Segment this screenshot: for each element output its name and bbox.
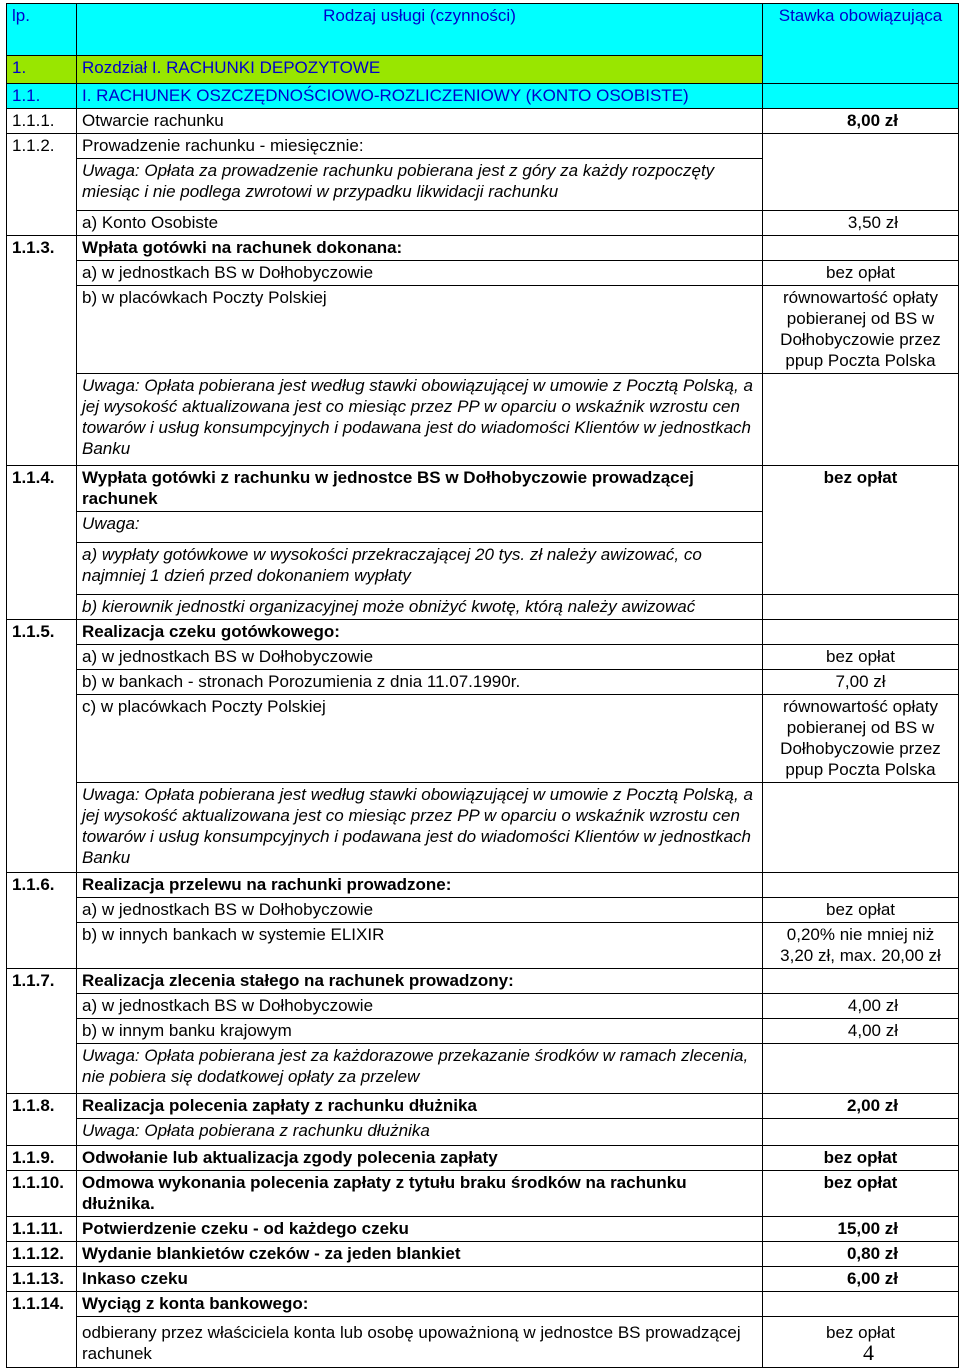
row-sub-a: a) w jednostkach BS w Dołhobyczowie (77, 898, 763, 923)
table-row (7, 466, 959, 512)
section-title: Rozdział I. RACHUNKI DEPOZYTOWE (77, 56, 763, 84)
row-num: 1.1.12. (7, 1242, 77, 1267)
row-note-fee (763, 1119, 959, 1146)
row-sub-c-fee: równowartość opłaty pobieranej od BS w Dołhobyczowie przez ppup Poczta Polska (763, 695, 959, 783)
table-row (7, 873, 959, 898)
row-sub-b: b) w innych bankach w systemie ELIXIR (77, 923, 763, 969)
row-sub-a-fee: 4,00 zł (763, 994, 959, 1019)
row-note: Uwaga: Opłata pobierana z rachunku dłużnika (77, 1119, 763, 1146)
table-row (7, 969, 959, 994)
table-row (7, 1217, 959, 1242)
row-sub-b-fee: równowartość opłaty pobieranej od BS w Dołhobyczowie przez ppup Poczta Polska (763, 286, 959, 374)
row-title: Wpłata gotówki na rachunek dokonana: (77, 236, 763, 261)
table-row (7, 1146, 959, 1171)
row-note: Uwaga: Opłata pobierana jest według stawki obowiązującej w umowie z Pocztą Polską, a jej wysokość aktualizowana jest co miesiąc przez PP w oparciu o wskaźnik wzrostu cen towarów i usług konsumpcyjnych i podawana jest do wiadomości Klientów w jednostkach Banku (77, 783, 763, 873)
row-sub-a-fee: bez opłat (763, 1317, 959, 1368)
table-row (7, 1242, 959, 1267)
table-row (7, 236, 959, 261)
table-row (7, 1292, 959, 1317)
row-sub-a: a) w jednostkach BS w Dołhobyczowie (77, 994, 763, 1019)
row-fee (763, 873, 959, 898)
row-num: 1.1.13. (7, 1267, 77, 1292)
table-row (7, 1119, 959, 1146)
row-num: 1.1.8. (7, 1094, 77, 1146)
row-title: Realizacja zlecenia stałego na rachunek prowadzony: (77, 969, 763, 994)
header-service: Rodzaj usługi (czynności) (77, 4, 763, 56)
table-header-row (7, 4, 959, 56)
row-fee: bez opłat (763, 1146, 959, 1171)
row-sub-b: b) w placówkach Poczty Polskiej (77, 286, 763, 374)
row-fee: 8,00 zł (763, 109, 959, 134)
table-row (7, 1267, 959, 1292)
row-fee: 0,80 zł (763, 1242, 959, 1267)
table-row (7, 923, 959, 969)
table-row (7, 1019, 959, 1044)
row-num: 1.1.10. (7, 1171, 77, 1217)
row-fee: bez opłat (763, 466, 959, 595)
row-title: Odmowa wykonania polecenia zapłaty z tytułu braku środków na rachunku dłużnika. (77, 1171, 763, 1217)
row-sub-a-fee: bez opłat (763, 261, 959, 286)
row-title: Realizacja polecenia zapłaty z rachunku dłużnika (77, 1094, 763, 1119)
row-fee: bez opłat (763, 1171, 959, 1217)
subsection-num: 1.1. (7, 84, 77, 109)
row-num: 1.1.9. (7, 1146, 77, 1171)
table-row (7, 134, 959, 159)
table-row (7, 695, 959, 783)
row-sub-b-fee: 0,20% nie mniej niż 3,20 zł, max. 20,00 zł (763, 923, 959, 969)
table-row (7, 286, 959, 374)
header-lp: lp. (7, 4, 77, 56)
row-note-b-fee (763, 595, 959, 620)
row-sub-a: a) Konto Osobiste (77, 211, 763, 236)
row-sub-a: a) w jednostkach BS w Dołhobyczowie (77, 261, 763, 286)
row-fee (763, 620, 959, 645)
row-num: 1.1.4. (7, 466, 77, 620)
row-title: Wydanie blankietów czeków - za jeden blankiet (77, 1242, 763, 1267)
row-title: Potwierdzenie czeku - od każdego czeku (77, 1217, 763, 1242)
row-num: 1.1.6. (7, 873, 77, 969)
row-title: Wyciąg z konta bankowego: (77, 1292, 763, 1317)
row-fee (763, 236, 959, 261)
fee-table (6, 3, 959, 1368)
table-row (7, 109, 959, 134)
row-note: Uwaga: Opłata pobierana jest za każdorazowe przekazanie środków w ramach zlecenia, nie pobiera się dodatkowej opłaty za przelew (77, 1044, 763, 1094)
row-title: Inkaso czeku (77, 1267, 763, 1292)
row-fee: 15,00 zł (763, 1217, 959, 1242)
row-note-a: a) wypłaty gotówkowe w wysokości przekraczającej 20 tys. zł należy awizować, co najmniej 1 dzień przed dokonaniem wypłaty (77, 543, 763, 595)
table-row (7, 645, 959, 670)
subsection-title: I. RACHUNEK OSZCZĘDNOŚCIOWO-ROZLICZENIOWY (KONTO OSOBISTE) (77, 84, 763, 109)
row-title: Realizacja przelewu na rachunki prowadzone: (77, 873, 763, 898)
row-num: 1.1.1. (7, 109, 77, 134)
row-sub-b-fee: 7,00 zł (763, 670, 959, 695)
subsection-rate-cell (763, 84, 959, 109)
table-row (7, 1094, 959, 1119)
section-num: 1. (7, 56, 77, 84)
row-num: 1.1.3. (7, 236, 77, 466)
row-fee (763, 1292, 959, 1317)
subsection-row (7, 84, 959, 109)
row-fee: 2,00 zł (763, 1094, 959, 1119)
row-sub-a: a) w jednostkach BS w Dołhobyczowie (77, 645, 763, 670)
table-row (7, 1044, 959, 1094)
row-sub-c: c) w placówkach Poczty Polskiej (77, 695, 763, 783)
row-note-label: Uwaga: (77, 512, 763, 543)
row-note: Uwaga: Opłata za prowadzenie rachunku pobierana jest z góry za każdy rozpoczęty miesiąc i nie podlega zwrotowi w przypadku likwidacji rachunku (77, 159, 763, 211)
row-num: 1.1.14. (7, 1292, 77, 1368)
row-title: Odwołanie lub aktualizacja zgody polecenia zapłaty (77, 1146, 763, 1171)
header-rate: Stawka obowiązująca (763, 4, 959, 84)
table-row (7, 374, 959, 466)
row-num: 1.1.11. (7, 1217, 77, 1242)
table-row (7, 620, 959, 645)
row-sub-b: b) w bankach - stronach Porozumienia z dnia 11.07.1990r. (77, 670, 763, 695)
row-title: Realizacja czeku gotówkowego: (77, 620, 763, 645)
row-sub-b-fee: 4,00 zł (763, 1019, 959, 1044)
table-row (7, 994, 959, 1019)
row-num: 1.1.7. (7, 969, 77, 1094)
row-note-b: b) kierownik jednostki organizacyjnej może obniżyć kwotę, którą należy awizować (77, 595, 763, 620)
row-sub-a-fee: bez opłat (763, 645, 959, 670)
row-fee: 6,00 zł (763, 1267, 959, 1292)
table-row (7, 670, 959, 695)
table-row (7, 1171, 959, 1217)
table-row (7, 261, 959, 286)
table-row (7, 898, 959, 923)
row-fee (763, 969, 959, 994)
table-row (7, 1317, 959, 1368)
row-sub-a: odbierany przez właściciela konta lub osobę upoważnioną w jednostce BS prowadzącej rachunek (77, 1317, 763, 1368)
row-sub-b: b) w innym banku krajowym (77, 1019, 763, 1044)
row-sub-a-fee: 3,50 zł (763, 211, 959, 236)
table-row (7, 595, 959, 620)
row-note-fee (763, 783, 959, 873)
row-sub-a-fee: bez opłat (763, 898, 959, 923)
table-row (7, 211, 959, 236)
table-row (7, 783, 959, 873)
row-title: Prowadzenie rachunku - miesięcznie: (77, 134, 763, 159)
row-fee (763, 134, 959, 211)
row-num: 1.1.5. (7, 620, 77, 873)
row-note-fee (763, 1044, 959, 1094)
row-note-fee (763, 374, 959, 466)
row-title: Otwarcie rachunku (77, 109, 763, 134)
row-title: Wypłata gotówki z rachunku w jednostce BS w Dołhobyczowie prowadzącej rachunek (77, 466, 763, 512)
row-num: 1.1.2. (7, 134, 77, 236)
row-note: Uwaga: Opłata pobierana jest według stawki obowiązującej w umowie z Pocztą Polską, a jej wysokość aktualizowana jest co miesiąc przez PP w oparciu o wskaźnik wzrostu cen towarów i usług konsumpcyjnych i podawana jest do wiadomości Klientów w jednostkach Banku (77, 374, 763, 466)
page-number: 4 (863, 1340, 874, 1365)
